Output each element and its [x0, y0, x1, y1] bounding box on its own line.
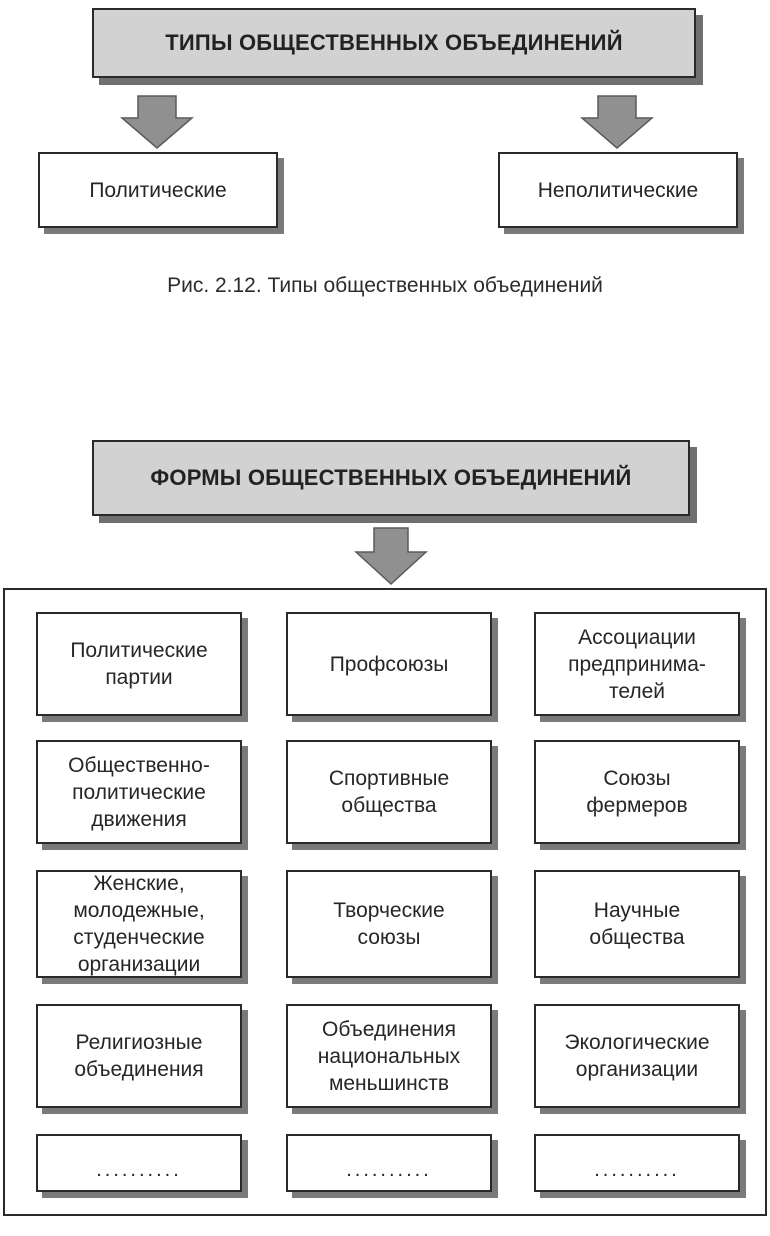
- form-box: Спортивные общества: [286, 740, 492, 844]
- form-box: Профсоюзы: [286, 612, 492, 716]
- figure-caption: Рис. 2.12. Типы общественных объединений: [167, 274, 603, 297]
- arrow-down-icon: [122, 96, 192, 148]
- form-box: Творческие союзы: [286, 870, 492, 978]
- form-box: Экологические организации: [534, 1004, 740, 1108]
- form-box: Союзы фермеров: [534, 740, 740, 844]
- arrow-down-icon: [582, 96, 652, 148]
- forms-title-banner: ФОРМЫ ОБЩЕСТВЕННЫХ ОБЪЕДИНЕНИЙ: [92, 440, 690, 516]
- form-box: Ассоциации предпринима- телей: [534, 612, 740, 716]
- types-title-banner: ТИПЫ ОБЩЕСТВЕННЫХ ОБЪЕДИНЕНИЙ: [92, 8, 696, 78]
- type-box-nonpolitical: Неполитические: [498, 152, 738, 228]
- form-box: Политические партии: [36, 612, 242, 716]
- type-box-political: Политические: [38, 152, 278, 228]
- form-box: Женские, молодежные, студенческие организации: [36, 870, 242, 978]
- form-box-placeholder: ..........: [286, 1134, 492, 1192]
- arrow-down-icon: [356, 528, 426, 584]
- form-box: Научные общества: [534, 870, 740, 978]
- form-box-placeholder: ..........: [534, 1134, 740, 1192]
- form-box: Религиозные объединения: [36, 1004, 242, 1108]
- form-box: Общественно- политические движения: [36, 740, 242, 844]
- form-box: Объединения национальных меньшинств: [286, 1004, 492, 1108]
- form-box-placeholder: ..........: [36, 1134, 242, 1192]
